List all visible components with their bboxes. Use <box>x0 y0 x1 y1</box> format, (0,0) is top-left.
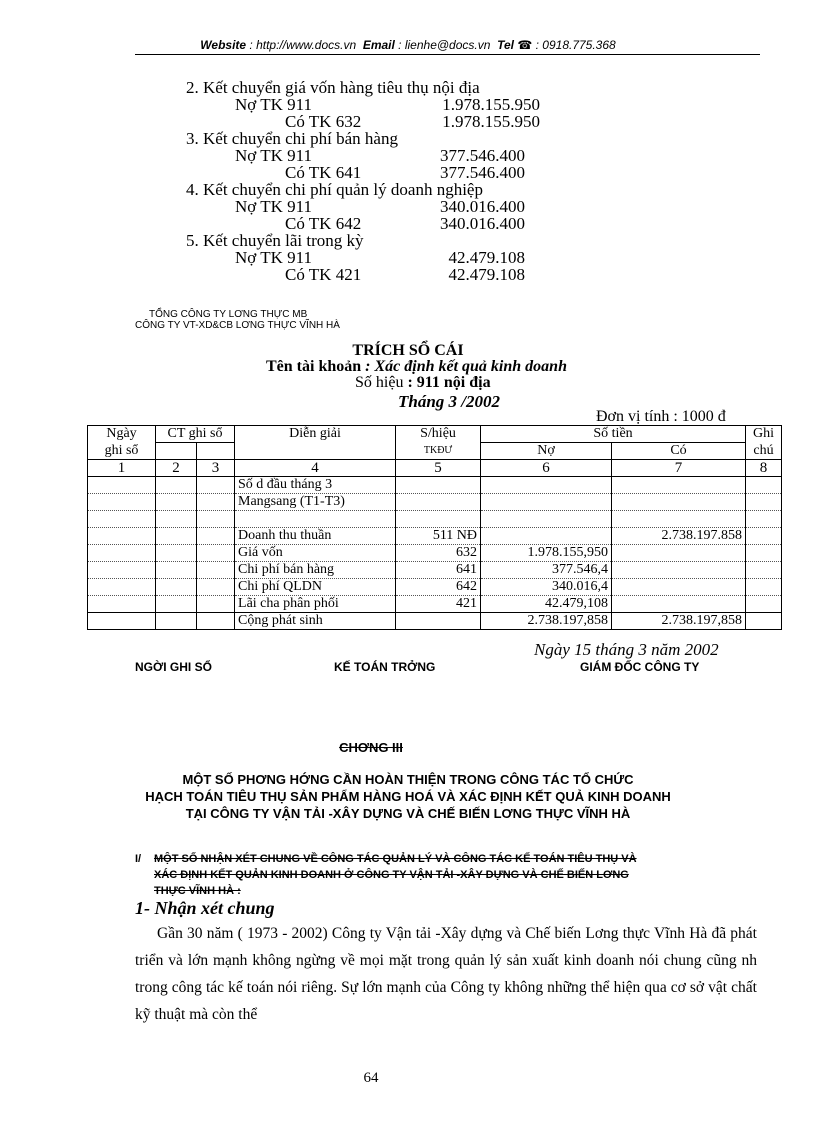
col-note-header: Ghi <box>746 426 782 443</box>
row-credit <box>612 562 746 579</box>
body-paragraph: Gần 30 năm ( 1973 - 2002) Công ty Vận tải -Xây dựng và Chế biến Lơng thực Vĩnh Hà đã phát triển và lớn mạnh không ngừng về mọi mặt trong quản lý sản xuất kinh doanh nói chung cũng nh trong công tác kế toán nói riêng. Sự lớn mạnh của Công ty không những thể hiện qua cơ sở vật chất kỹ thuật mà còn thể <box>135 925 757 1023</box>
total-credit: 2.738.197,858 <box>612 613 746 630</box>
row-desc: Chi phí QLDN <box>235 579 396 596</box>
account-value: : Xác định kết quả kinh doanh <box>365 358 567 375</box>
table-row <box>88 545 782 562</box>
row-acc: 632 <box>396 545 481 562</box>
col-credit-header: Có <box>612 443 746 460</box>
table-header-row <box>88 426 782 443</box>
subsection-title: 1- Nhận xét chung <box>135 898 275 918</box>
chapter-label: CHƠNG III <box>339 740 403 755</box>
total-debit: 2.738.197,858 <box>481 613 612 630</box>
entry-credit-amount: 1.978.155.950 <box>442 112 540 131</box>
parent-company: TỔNG CÔNG TY LƠNG THỰC MB <box>149 309 308 320</box>
entry-debit-label: Nợ TK 911 <box>235 197 312 216</box>
table-row <box>88 596 782 613</box>
col-date-header-2: ghi sổ <box>88 443 156 460</box>
unit-label: Đơn vị tính : 1000 đ <box>596 408 726 425</box>
account-label: Tên tài khoản <box>266 358 362 375</box>
page-header <box>0 38 816 52</box>
row-desc: Mangsang (T1-T3) <box>235 494 396 511</box>
column-number-row <box>88 460 782 477</box>
row-credit <box>612 511 746 528</box>
entry-title: 5. Kết chuyển lãi trong kỳ <box>186 231 364 250</box>
entry-credit-label: Có TK 641 <box>285 163 362 182</box>
entry-credit-label: Có TK 642 <box>285 214 362 233</box>
email-address[interactable]: : lienhe@docs.vn <box>398 38 491 52</box>
row-debit: 42.479,108 <box>481 596 612 613</box>
col-number: 2 <box>156 460 197 477</box>
section-heading-line1: MỘT SỐ NHẬN XÉT CHUNG VỀ CÔNG TÁC QUẢN LÝ VÀ CÔNG TÁC KẾ TOÁN TIÊU THỤ VÀ <box>154 853 637 865</box>
page-number: 64 <box>363 1070 379 1086</box>
row-acc <box>396 494 481 511</box>
code-value: : 911 nội địa <box>407 374 491 391</box>
entry-debit-amount: 1.978.155.950 <box>442 95 540 114</box>
chapter-title-line1: MỘT SỐ PHƠNG HỚNG CẦN HOÀN THIỆN TRONG CÔNG TÁC TỔ CHỨC <box>182 772 634 787</box>
row-credit <box>612 579 746 596</box>
row-credit: 2.738.197.858 <box>612 528 746 545</box>
entry-debit-amount: 377.546.400 <box>440 146 525 165</box>
row-credit <box>612 545 746 562</box>
col-number: 7 <box>612 460 746 477</box>
code-label: Số hiệu <box>355 374 404 391</box>
entry-debit-amount: 340.016.400 <box>440 197 525 216</box>
account-code-line <box>355 374 491 392</box>
section-heading-line3: THỰC VĨNH HÀ : <box>154 885 241 897</box>
row-debit: 377.546,4 <box>481 562 612 579</box>
col-desc-header: Diễn giải <box>235 426 396 460</box>
row-debit <box>481 494 612 511</box>
col-ct-header: CT ghi sổ <box>156 426 235 443</box>
entry-debit-label: Nợ TK 911 <box>235 248 312 267</box>
entry-title: 4. Kết chuyển chi phí quản lý doanh nghiệp <box>186 180 483 199</box>
tel-label: Tel <box>497 38 514 52</box>
total-desc: Cộng phát sinh <box>235 613 396 630</box>
signature-date: Ngày 15 tháng 3 năm 2002 <box>534 640 719 659</box>
ledger-title: TRÍCH SỔ CÁI <box>352 342 464 359</box>
email-label: Email <box>362 38 395 52</box>
header-rule <box>135 54 760 55</box>
recorder-signature: NGỜI GHI SỔ <box>135 660 212 674</box>
col-note-header-2: chú <box>746 443 782 460</box>
ledger-month: Tháng 3 /2002 <box>398 392 501 411</box>
entry-credit-amount: 42.479.108 <box>448 265 525 284</box>
section-number: I/ <box>135 853 142 865</box>
row-credit <box>612 477 746 494</box>
row-acc: 421 <box>396 596 481 613</box>
row-desc: Chi phí bán hàng <box>235 562 396 579</box>
row-debit: 340.016,4 <box>481 579 612 596</box>
row-acc: 511 NĐ <box>396 528 481 545</box>
col-acc-header: S/hiệu <box>396 426 481 443</box>
col-number: 6 <box>481 460 612 477</box>
phone-icon: ☎ <box>517 38 533 52</box>
row-debit <box>481 511 612 528</box>
col-number: 4 <box>235 460 396 477</box>
entry-credit-label: Có TK 421 <box>285 265 362 284</box>
ledger-table <box>87 425 782 630</box>
row-desc <box>235 511 396 528</box>
row-debit: 1.978.155,950 <box>481 545 612 562</box>
entry-credit-label: Có TK 632 <box>285 112 362 131</box>
entry-title: 2. Kết chuyển giá vốn hàng tiêu thụ nội địa <box>186 78 480 97</box>
chapter-title-line3: TẠI CÔNG TY VẬN TẢI -XÂY DỰNG VÀ CHẾ BIẾN LƠNG THỰC VĨNH HÀ <box>185 806 631 821</box>
col-number: 5 <box>396 460 481 477</box>
row-acc <box>396 477 481 494</box>
table-row <box>88 494 782 511</box>
entry-credit-amount: 340.016.400 <box>440 214 525 233</box>
tel-number: : 0918.775.368 <box>535 38 616 52</box>
table-row <box>88 579 782 596</box>
entry-debit-label: Nợ TK 911 <box>235 146 312 165</box>
row-debit <box>481 477 612 494</box>
section-heading-line2: XÁC ĐỊNH KẾT QUẢN KINH DOANH Ở CÔNG TY VẬN TẢI -XÂY DỰNG VÀ CHẾ BIẾN LƠNG <box>154 869 629 881</box>
row-credit <box>612 596 746 613</box>
row-desc: Giá vốn <box>235 545 396 562</box>
col-debit-header: Nợ <box>481 443 612 460</box>
director-signature: GIÁM ĐỐC CÔNG TY <box>580 660 700 674</box>
total-row <box>88 613 782 630</box>
entry-debit-label: Nợ TK 911 <box>235 95 312 114</box>
company-name: CÔNG TY VT-XD&CB LƠNG THỰC VĨNH HÀ <box>135 320 340 331</box>
row-desc: Số d đầu tháng 3 <box>235 477 396 494</box>
entry-debit-amount: 42.479.108 <box>448 248 525 267</box>
row-acc: 641 <box>396 562 481 579</box>
col-acc-header-2: TKĐƯ <box>396 443 481 460</box>
entry-title: 3. Kết chuyển chi phí bán hàng <box>186 129 398 148</box>
row-desc: Doanh thu thuần <box>235 528 396 545</box>
website-url[interactable]: : http://www.docs.vn <box>249 38 357 52</box>
table-row <box>88 562 782 579</box>
website-label: Website <box>200 38 247 52</box>
entry-credit-amount: 377.546.400 <box>440 163 525 182</box>
col-number: 8 <box>746 460 782 477</box>
row-acc: 642 <box>396 579 481 596</box>
row-credit <box>612 494 746 511</box>
col-number: 3 <box>197 460 235 477</box>
chapter-title-line2: HẠCH TOÁN TIÊU THỤ SẢN PHẨM HÀNG HOÁ VÀ XÁC ĐỊNH KẾT QUẢ KINH DOANH <box>145 789 671 804</box>
col-money-header: Số tiền <box>481 426 746 443</box>
col-number: 1 <box>88 460 156 477</box>
table-row <box>88 528 782 545</box>
table-row <box>88 511 782 528</box>
row-acc <box>396 511 481 528</box>
row-desc: Lãi cha phân phối <box>235 596 396 613</box>
col-date-header: Ngày <box>88 426 156 443</box>
row-debit <box>481 528 612 545</box>
accountant-signature: KẾ TOÁN TRỞNG <box>334 660 436 674</box>
table-header-row <box>88 443 782 460</box>
table-row <box>88 477 782 494</box>
